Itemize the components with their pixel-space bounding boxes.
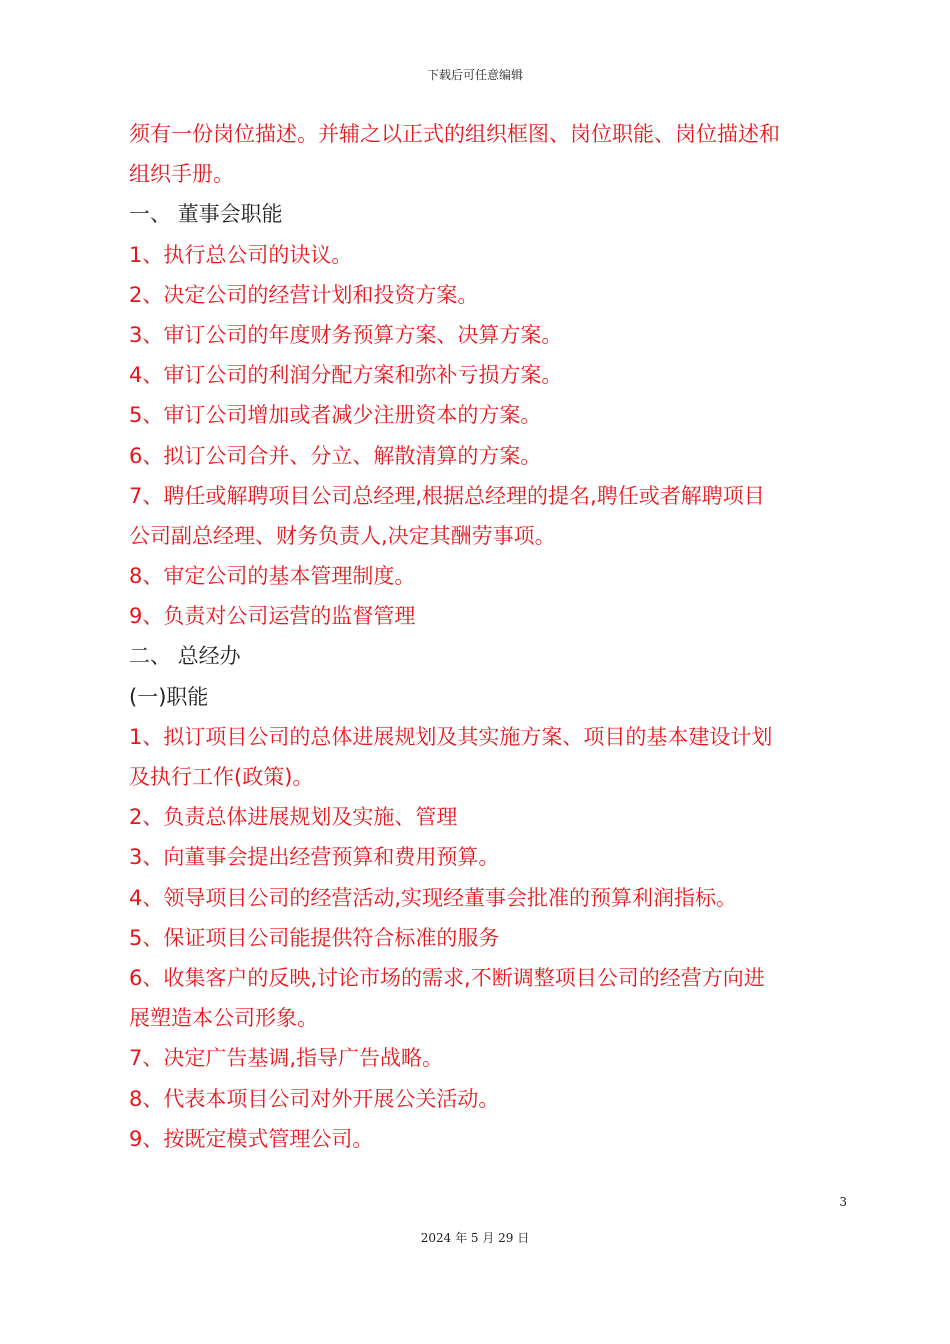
body-line: 组织手册。	[129, 162, 234, 187]
body-line: 3、向董事会提出经营预算和费用预算。	[129, 845, 500, 870]
body-line: 8、审定公司的基本管理制度。	[129, 564, 416, 589]
body-line: 8、代表本项目公司对外开展公关活动。	[129, 1086, 500, 1111]
body-line: 5、审订公司增加或者减少注册资本的方案。	[129, 403, 542, 428]
body-line: 5、保证项目公司能提供符合标准的服务	[129, 925, 500, 950]
body-line: (一)职能	[129, 684, 209, 709]
body-line: 公司副总经理、财务负责人,决定其酬劳事项。	[129, 523, 556, 548]
body-line: 7、决定广告基调,指导广告战略。	[129, 1046, 444, 1071]
body-line: 及执行工作(政策)。	[129, 765, 314, 789]
body-line: 6、收集客户的反映,讨论市场的需求,不断调整项目公司的经营方向进	[129, 965, 765, 990]
page-footer-date: 2024 年 5 月 29 日	[420, 1231, 530, 1245]
body-line: 展塑造本公司形象。	[129, 1006, 318, 1031]
page-header: 下载后可任意编辑	[426, 68, 523, 82]
body-line: 7、聘任或解聘项目公司总经理,根据总经理的提名,聘任或者解聘项目	[129, 483, 765, 508]
body-line: 4、领导项目公司的经营活动,实现经董事会批准的预算利润指标。	[129, 885, 738, 910]
body-line: 一、 董事会职能	[129, 202, 283, 227]
body-line: 3、审订公司的年度财务预算方案、决算方案。	[129, 322, 563, 347]
body-line: 6、拟订公司合并、分立、解散清算的方案。	[129, 443, 542, 468]
document-body	[129, 114, 859, 1159]
body-line: 4、审订公司的利润分配方案和弥补亏损方案。	[129, 363, 563, 388]
body-line: 9、按既定模式管理公司。	[129, 1126, 374, 1151]
body-line: 2、决定公司的经营计划和投资方案。	[129, 282, 479, 307]
body-line: 须有一份岗位描述。并辅之以正式的组织框图、岗位职能、岗位描述和	[129, 122, 780, 146]
body-line: 二、 总经办	[129, 644, 241, 669]
body-line: 1、执行总公司的诀议。	[129, 242, 353, 267]
body-line: 2、负责总体进展规划及实施、管理	[129, 805, 458, 830]
body-line: 1、拟订项目公司的总体进展规划及其实施方案、项目的基本建设计划	[129, 724, 773, 749]
body-line: 9、负责对公司运营的监督管理	[129, 604, 416, 629]
page-number: 3	[839, 1195, 847, 1209]
